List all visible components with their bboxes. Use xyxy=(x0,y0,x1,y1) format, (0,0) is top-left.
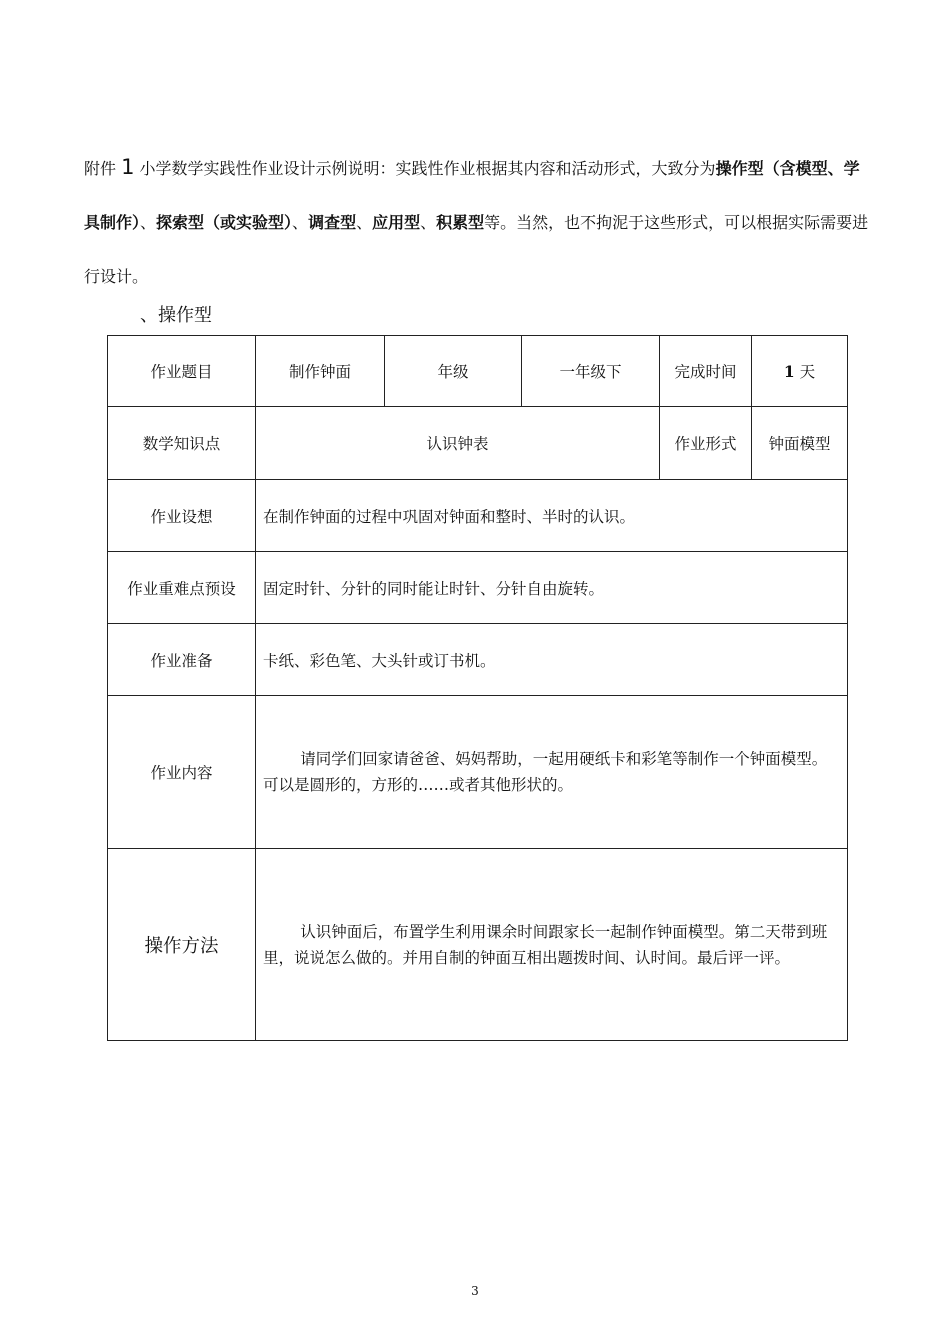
intro-text: 、 xyxy=(420,213,437,232)
intro-text: 、 xyxy=(140,213,157,232)
type-survey: 调查型 xyxy=(308,213,357,232)
value-key-points: 固定时针、分针的同时能让时针、分针自由旋转。 xyxy=(256,552,848,624)
intro-text: 附件 xyxy=(84,159,122,178)
type-operation: 操作型（含模型、学具制作） xyxy=(84,159,860,232)
type-exploration: 探索型（或实验型） xyxy=(156,213,293,232)
value-preparation: 卡纸、彩色笔、大头针或订书机。 xyxy=(256,624,848,696)
label-time: 完成时间 xyxy=(660,336,752,407)
intro-text: 小学数学实践性作业设计示例说明：实践性作业根据其内容和活动形式，大致分为 xyxy=(134,159,716,178)
value-idea: 在制作钟面的过程中巩固对钟面和整时、半时的认识。 xyxy=(256,480,848,552)
table-row xyxy=(108,849,848,1041)
time-number: 1 xyxy=(783,362,795,381)
intro-text: 等。当然，也不拘泥于这些形式，可以根据实际需要进行设计。 xyxy=(84,213,869,286)
intro-text: 、 xyxy=(292,213,309,232)
intro-text: 、 xyxy=(356,213,373,232)
homework-table xyxy=(107,335,848,1041)
label-key-points: 作业重难点预设 xyxy=(108,552,256,624)
type-application: 应用型 xyxy=(372,213,421,232)
table-row xyxy=(108,552,848,624)
value-time xyxy=(752,336,848,407)
value-form: 钟面模型 xyxy=(752,407,848,480)
label-content: 作业内容 xyxy=(108,696,256,849)
time-unit: 天 xyxy=(799,363,816,381)
label-preparation: 作业准备 xyxy=(108,624,256,696)
value-method: 认识钟面后，布置学生利用课余时间跟家长一起制作钟面模型。第二天带到班里，说说怎么做的。并用自制的钟面互相出题拨时间、认时间。最后评一评。 xyxy=(256,849,848,1041)
label-method: 操作方法 xyxy=(108,849,256,1041)
page-number: 3 xyxy=(471,1284,479,1298)
table-row xyxy=(108,407,848,480)
label-form: 作业形式 xyxy=(660,407,752,480)
type-accumulation: 积累型 xyxy=(436,213,485,232)
table-row xyxy=(108,696,848,849)
attachment-number: 1 xyxy=(121,155,135,179)
label-grade: 年级 xyxy=(385,336,522,407)
label-idea: 作业设想 xyxy=(108,480,256,552)
value-content: 请同学们回家请爸爸、妈妈帮助，一起用硬纸卡和彩笔等制作一个钟面模型。可以是圆形的，方形的……或者其他形状的。 xyxy=(256,696,848,849)
value-topic: 制作钟面 xyxy=(256,336,385,407)
label-topic: 作业题目 xyxy=(108,336,256,407)
value-knowledge: 认识钟表 xyxy=(256,407,660,480)
section-title: 、操作型 xyxy=(140,305,212,326)
table-row xyxy=(108,624,848,696)
intro-paragraph xyxy=(84,140,874,304)
table-row xyxy=(108,336,848,407)
value-grade: 一年级下 xyxy=(522,336,660,407)
label-knowledge: 数学知识点 xyxy=(108,407,256,480)
table-row xyxy=(108,480,848,552)
